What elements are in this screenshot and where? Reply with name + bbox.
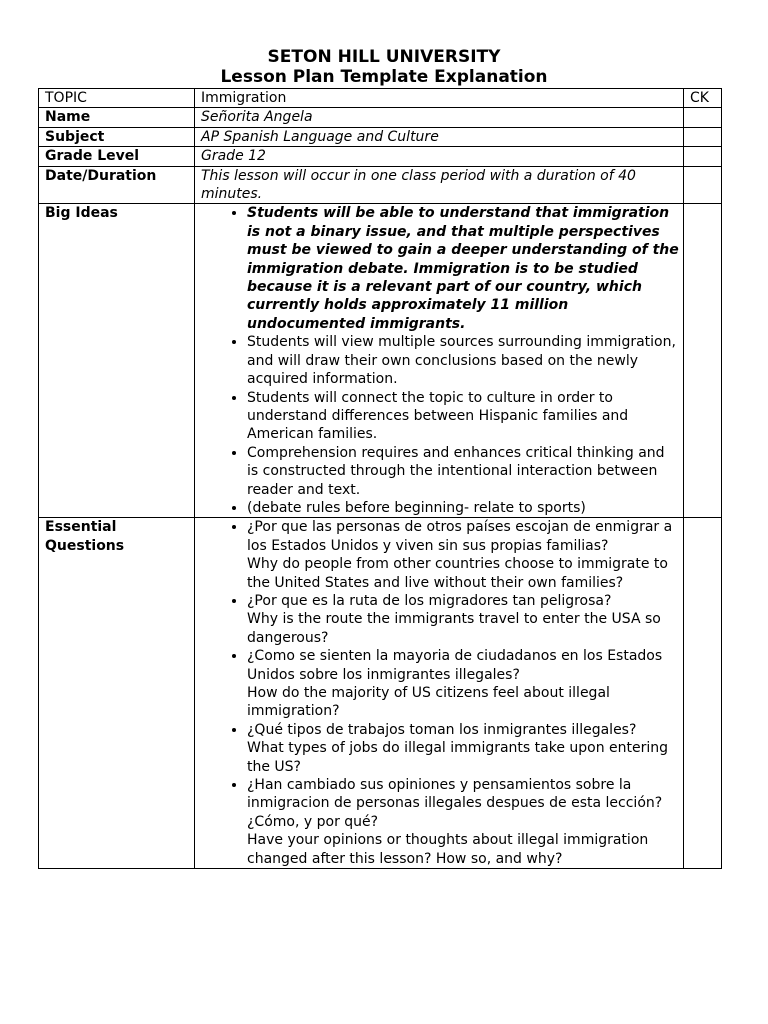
list-item: • Students will connect the topic to culture in order to understand differences between Hispanic families and American families.	[247, 389, 679, 444]
ck-header: CK	[684, 89, 722, 108]
topic-value: Immigration	[195, 89, 684, 108]
subject-ck	[684, 127, 722, 146]
duration-label: Date/Duration	[39, 166, 195, 204]
name-ck	[684, 108, 722, 127]
question-english: How do the majority of US citizens feel about illegal immigration?	[247, 685, 610, 720]
name-value: Señorita Angela	[195, 108, 684, 127]
duration-row	[39, 166, 722, 204]
subject-row	[39, 127, 722, 146]
list-item	[247, 721, 679, 776]
question-english: What types of jobs do illegal immigrants take upon entering the US?	[247, 740, 669, 775]
name-label: Name	[39, 108, 195, 127]
question-english: Have your opinions or thoughts about illegal immigration changed after this lesson? How so, and why?	[247, 832, 649, 867]
big-ideas-list	[201, 204, 679, 517]
name-row	[39, 108, 722, 127]
document-title: Lesson Plan Template Explanation	[220, 67, 548, 87]
list-item	[247, 592, 679, 647]
essential-questions-row	[39, 518, 722, 869]
list-item: • Comprehension requires and enhances critical thinking and is constructed through the intentional interaction between reader and text.	[247, 444, 679, 499]
big-ideas-row	[39, 204, 722, 518]
essential-questions-content	[195, 518, 684, 869]
university-name: SETON HILL UNIVERSITY	[267, 47, 501, 67]
list-item: • Students will be able to understand that immigration is not a binary issue, and that multiple perspectives must be viewed to gain a deeper understanding of the immigration debate. Immigration is to be studied because it is a relevant part of our country, which currently holds approximately 11 million undocumented immigrants.	[247, 204, 679, 333]
essential-questions-label: Essential Questions	[39, 518, 195, 869]
grade-value: Grade 12	[195, 147, 684, 166]
essential-questions-list	[201, 518, 679, 868]
question-spanish: • ¿Qué tipos de trabajos toman los inmigrantes illegales?	[247, 721, 637, 738]
list-item	[247, 518, 679, 592]
list-item	[247, 647, 679, 721]
big-ideas-label: Big Ideas	[39, 204, 195, 518]
subject-value: AP Spanish Language and Culture	[195, 127, 684, 146]
question-spanish: • ¿Por que las personas de otros países escojan de enmigrar a los Estados Unidos y viven sin sus propias familias?	[247, 519, 673, 554]
list-item	[247, 776, 679, 868]
list-item: • Students will view multiple sources surrounding immigration, and will draw their own conclusions based on the newly acquired information.	[247, 333, 679, 388]
question-spanish: • ¿Como se sienten la mayoria de ciudadanos en los Estados Unidos sobre los inmigrantes illegales?	[247, 648, 663, 683]
topic-row	[39, 89, 722, 108]
question-english: Why is the route the immigrants travel to enter the USA so dangerous?	[247, 611, 661, 646]
grade-ck	[684, 147, 722, 166]
lesson-plan-table	[38, 88, 722, 869]
big-ideas-content	[195, 204, 684, 518]
topic-label: TOPIC	[39, 89, 195, 108]
question-spanish: • ¿Han cambiado sus opiniones y pensamientos sobre la inmigracion de personas illegales despues de esta lección? ¿Cómo, y por qué?	[247, 777, 663, 830]
document-header	[0, 47, 768, 87]
grade-row	[39, 147, 722, 166]
duration-ck	[684, 166, 722, 204]
essential-questions-ck	[684, 518, 722, 869]
grade-label: Grade Level	[39, 147, 195, 166]
subject-label: Subject	[39, 127, 195, 146]
list-item: • (debate rules before beginning- relate to sports)	[247, 499, 679, 517]
question-spanish: • ¿Por que es la ruta de los migradores tan peligrosa?	[247, 592, 612, 609]
big-ideas-ck	[684, 204, 722, 518]
duration-value: This lesson will occur in one class period with a duration of 40 minutes.	[195, 166, 684, 204]
question-english: Why do people from other countries choose to immigrate to the United States and live without their own families?	[247, 556, 668, 591]
